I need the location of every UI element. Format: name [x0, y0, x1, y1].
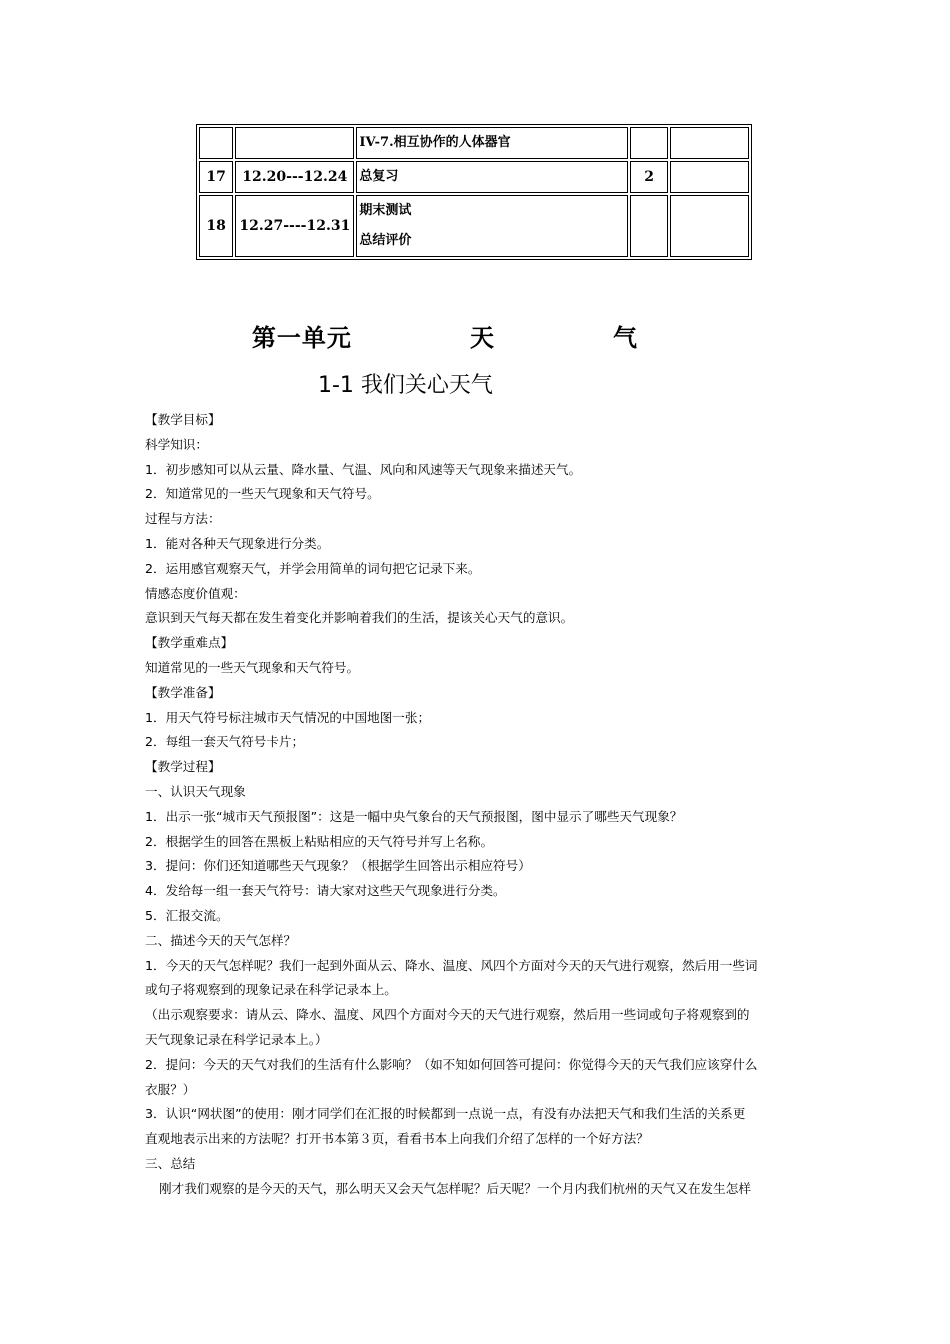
schedule-table [196, 124, 752, 260]
paragraph: 1．出示一张“城市天气预报图”：这是一幅中央气象台的天气预报图，图中显示了哪些天气现象？ [145, 808, 683, 824]
note-cell [670, 161, 749, 193]
table-row [199, 161, 749, 193]
paragraph: 科学知识： [145, 436, 208, 452]
paragraph: 刚才我们观察的是今天的天气，那么明天又会天气怎样呢？后天呢？一个月内我们杭州的天气又在发生怎样 [159, 1180, 751, 1196]
week-cell [199, 127, 233, 159]
content-line: 总复习 [359, 169, 399, 184]
paragraph: 【教学重难点】 [145, 635, 234, 651]
paragraph: 知道常见的一些天气现象和天气符号。 [145, 659, 360, 675]
paragraph: 【教学过程】 [145, 759, 221, 775]
note-cell [670, 127, 749, 159]
table-row [199, 195, 749, 257]
date-cell: 12.27----12.31 [235, 195, 354, 257]
note-cell [670, 195, 749, 257]
paragraph: 1．用天气符号标注城市天气情况的中国地图一张； [145, 709, 431, 725]
hours-cell [630, 195, 668, 257]
paragraph: 3．提问：你们还知道哪些天气现象？（根据学生回答出示相应符号） [145, 858, 531, 874]
hours-cell: 2 [630, 161, 668, 193]
content-cell [356, 161, 628, 193]
paragraph: 意识到天气每天都在发生着变化并影响着我们的生活，提该关心天气的意识。 [145, 610, 574, 626]
paragraph: 2．知道常见的一些天气现象和天气符号。 [145, 486, 380, 502]
paragraph: 1．初步感知可以从云量、降水量、气温、风向和风速等天气现象来描述天气。 [145, 461, 582, 477]
paragraph: 情感态度价值观： [145, 585, 246, 601]
paragraph: 2．每组一套天气符号卡片； [145, 734, 305, 750]
content-line: IV-7.相互协作的人体器官 [359, 135, 511, 150]
paragraph: 衣服？） [145, 1081, 196, 1097]
paragraph: 1．今天的天气怎样呢？我们一起到外面从云、降水、温度、风四个方面对今天的天气进行观察，然后用一些词 [145, 957, 758, 973]
week-cell: 17 [199, 161, 233, 193]
paragraph: 【教学准备】 [145, 684, 221, 700]
content-cell [356, 127, 628, 159]
unit-title: 第一单元 天 气 [251, 324, 639, 352]
hours-cell [630, 127, 668, 159]
paragraph: 一、认识天气现象 [145, 783, 246, 799]
paragraph: 或句子将观察到的现象记录在科学记录本上。 [145, 982, 397, 998]
lesson-title: 1-1 我们关心天气 [318, 373, 493, 398]
paragraph: 5．汇报交流。 [145, 907, 229, 923]
paragraph: 二、描述今天的天气怎样？ [145, 932, 297, 948]
paragraph: 1．能对各种天气现象进行分类。 [145, 535, 330, 551]
paragraph: 4．发给每一组一套天气符号：请大家对这些天气现象进行分类。 [145, 883, 506, 899]
paragraph: 三、总结 [145, 1155, 196, 1171]
week-cell: 18 [199, 195, 233, 257]
date-cell: 12.20---12.24 [235, 161, 354, 193]
paragraph: 2．根据学生的回答在黑板上粘贴相应的天气符号并写上名称。 [145, 833, 494, 849]
lesson-body [145, 408, 810, 1202]
paragraph: 天气现象记录在科学记录本上。） [145, 1031, 328, 1047]
paragraph: 过程与方法： [145, 511, 221, 527]
paragraph: 3．认识“网状图”的使用：刚才同学们在汇报的时候都到一点说一点，有没有办法把天气和我们生活的关系更 [145, 1106, 746, 1122]
content-cell [356, 195, 628, 257]
content-line: 期末测试 [359, 203, 412, 218]
paragraph: （出示观察要求：请从云、降水、温度、风四个方面对今天的天气进行观察，然后用一些词或句子将观察到的 [145, 1007, 750, 1023]
table-row [199, 127, 749, 159]
paragraph: 2．提问：今天的天气对我们的生活有什么影响？（如不知如何回答可提问：你觉得今天的天气我们应该穿什么 [145, 1056, 758, 1072]
paragraph: 【教学目标】 [145, 412, 221, 427]
paragraph: 直观地表示出来的方法呢？打开书本第３页，看看书本上向我们介绍了怎样的一个好方法？ [145, 1131, 649, 1147]
content-line: 总结评价 [359, 233, 412, 248]
date-cell [235, 127, 354, 159]
paragraph: 2．运用感官观察天气，并学会用简单的词句把它记录下来。 [145, 560, 481, 576]
